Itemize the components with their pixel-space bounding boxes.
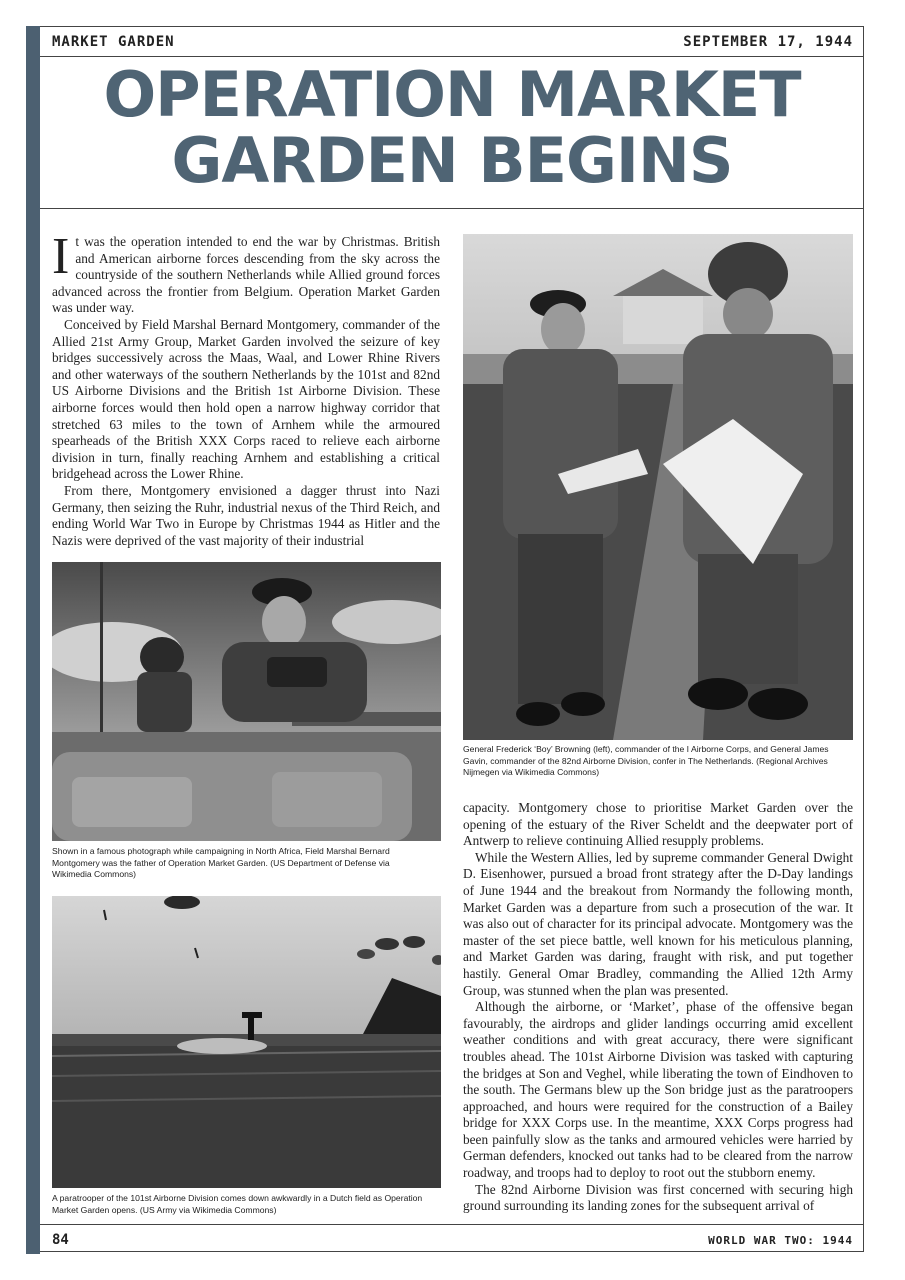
- date-label: SEPTEMBER 17, 1944: [683, 34, 853, 50]
- paragraph-6: Although the airborne, or ‘Market’, phase of the offensive began favourably, the airdrops and glider landings occurring amid excellent weather conditions and with great accuracy, there were significant troubles ahead. The 101st Airborne Division was tasked with capturing the bridges at Son and Veghel, while liberating the town of Eindhoven to the south. The Germans blew up the Son bridge just as the paratroopers approached, and hours were required for the construction of a Bailey bridge for XXX Corps use. In the meantime, XXX Corps progress had been painfully slow as the tanks and armoured vehicles were harried by German defenders, knocked out tanks had to be cleared from the narrow roadway, and troops had to deploy to root out the stubborn enemy.: [463, 999, 853, 1181]
- caption-browning-gavin: General Frederick ‘Boy’ Browning (left), commander of the I Airborne Corps, and General James Gavin, commander of the 82nd Airborne Division, confer in The Netherlands. (Regional Archives Nijmegen via Wikimedia Commons): [463, 744, 829, 777]
- article-column-right: [463, 800, 853, 1220]
- photo-montgomery: [52, 562, 441, 841]
- drop-cap: I: [52, 234, 70, 285]
- title-line-2: GARDEN BEGINS: [171, 124, 733, 197]
- caption-montgomery: Shown in a famous photograph while campaigning in North Africa, Field Marshal Bernard Montgomery was the father of Operation Market Garden. (US Department of Defense via Wikimedia Commons): [52, 846, 390, 879]
- photo-paratrooper-image: [52, 896, 441, 1188]
- footer-divider: [40, 1224, 864, 1225]
- paragraph-3: From there, Montgomery envisioned a dagger thrust into Nazi Germany, then seizing the Ruhr, industrial nexus of the Third Reich, and ending World War Two in Europe by Christmas 1944 as Hitler and the Nazis were deprived of the vast majority of their industrial: [52, 482, 440, 548]
- page-number: 84: [52, 1232, 69, 1248]
- publication-name: WORLD WAR TWO: 1944: [708, 1234, 853, 1247]
- photo-browning-gavin: [463, 234, 853, 740]
- photo-montgomery-image: [52, 562, 441, 841]
- section-label: MARKET GARDEN: [52, 34, 175, 50]
- page-title: [40, 58, 864, 197]
- header-divider: [40, 56, 864, 57]
- article-column-left: [52, 234, 440, 552]
- paragraph-2: Conceived by Field Marshal Bernard Montgomery, commander of the Allied 21st Army Group, Market Garden involved the seizure of key bridges successively across the Maas, Waal, and Lower Rhine Rivers and other waterways of the southern Netherlands by the 101st and 82nd US Airborne Divisions and the British 1st Airborne Division. These airborne forces would then hold open a narrow highway corridor that stretched 63 miles to the town of Arnhem while the armoured spearheads of the British XXX Corps raced to relieve each airborne division in turn, finally reaching Arnhem and establishing a critical bridgehead across the Lower Rhine.: [52, 316, 440, 482]
- accent-sidebar: [26, 26, 40, 1254]
- paragraph-1: t was the operation intended to end the war by Christmas. British and American airborne forces descending from the sky across the countryside of the southern Netherlands while Allied ground forces advanced across the frontier from Belgium. Operation Market Garden was under way.: [52, 234, 440, 316]
- paragraph-4: capacity. Montgomery chose to prioritise Market Garden over the opening of the estuary of the River Scheldt and the deepwater port of Antwerp to relieve continuing Allied resupply problems.: [463, 800, 853, 849]
- paragraph-5: While the Western Allies, led by supreme commander General Dwight D. Eisenhower, pursued a broad front strategy after the D-Day landings of June 1944 and the breakout from Normandy the following month, Market Garden was a departure from such a prosecution of the war. It was also out of character for its principal advocate. Montgomery was the master of the set piece battle, well known for his meticulous planning, and Market Garden was daring, fraught with risk, and put together hastily. General Omar Bradley, commanding the Allied 12th Army Group, was stunned when the plan was presented.: [463, 849, 853, 998]
- photo-browning-gavin-image: [463, 234, 853, 740]
- paragraph-7: The 82nd Airborne Division was first concerned with securing high ground surrounding its landing zones for the subsequent arrival of: [463, 1181, 853, 1214]
- title-divider: [40, 208, 864, 209]
- photo-paratrooper: [52, 896, 441, 1188]
- title-line-1: OPERATION MARKET: [103, 58, 801, 131]
- caption-paratrooper: A paratrooper of the 101st Airborne Division comes down awkwardly in a Dutch field as Operation Market Garden opens. (US Army via Wikimedia Commons): [52, 1193, 423, 1215]
